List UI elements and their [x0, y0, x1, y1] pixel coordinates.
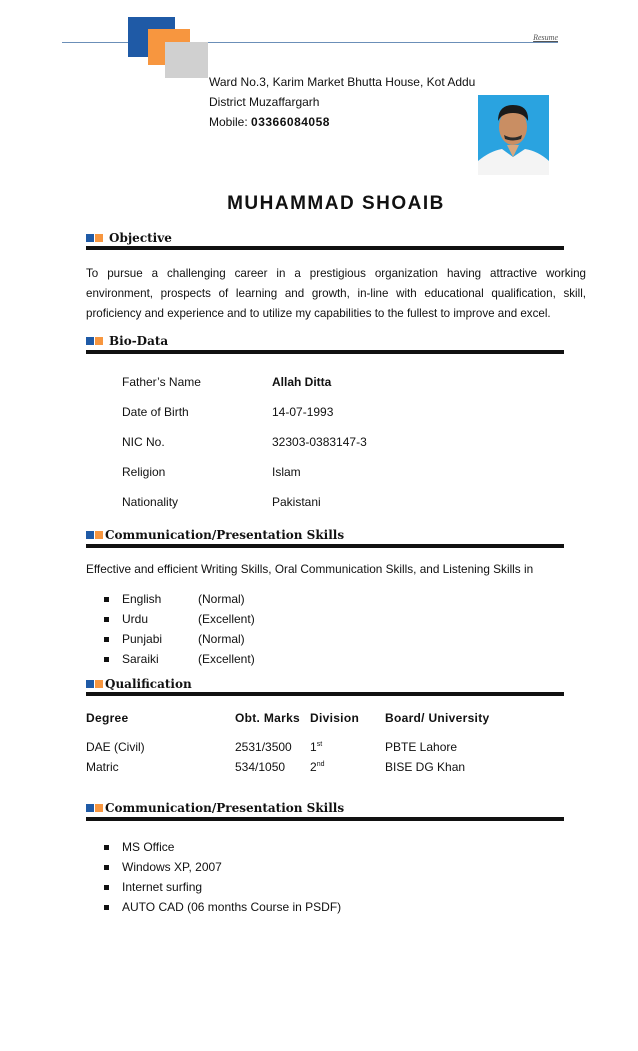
bullet-icon — [104, 885, 109, 890]
section-rule — [86, 544, 564, 548]
language-name: Saraiki — [122, 652, 159, 666]
list-item — [104, 612, 255, 626]
decor-block-gray — [165, 42, 208, 78]
skill-text: AUTO CAD (06 months Course in PSDF) — [122, 900, 342, 914]
skill-text: Windows XP, 2007 — [122, 860, 222, 874]
language-name: Urdu — [122, 612, 149, 626]
heading-square-blue-icon — [86, 531, 94, 539]
degree-cell: DAE (Civil) — [86, 740, 145, 754]
division-cell — [310, 760, 324, 774]
resume-tag: Resume — [533, 33, 558, 42]
biodata-label: NIC No. — [122, 435, 165, 449]
heading-square-blue-icon — [86, 234, 94, 242]
list-item — [104, 860, 222, 874]
degree-cell: Matric — [86, 760, 119, 774]
language-name: Punjabi — [122, 632, 163, 646]
mobile-number: 03366084058 — [251, 115, 330, 129]
marks-cell: 2531/3500 — [235, 740, 292, 754]
section-heading-computer-skills — [86, 800, 344, 816]
biodata-row — [122, 375, 332, 389]
heading-square-blue-icon — [86, 804, 94, 812]
communication-heading-text: Communication/Presentation Skills — [105, 528, 345, 542]
board-cell: PBTE Lahore — [385, 740, 458, 754]
bullet-icon — [104, 905, 109, 910]
marks-cell: 534/1050 — [235, 760, 286, 774]
language-level: (Normal) — [198, 592, 245, 606]
address-line-2: District Muzaffargarh — [209, 95, 320, 109]
section-rule — [86, 692, 564, 696]
list-item — [104, 632, 245, 646]
section-heading-communication — [86, 527, 344, 543]
biodata-label: Nationality — [122, 495, 179, 509]
objective-heading-text: Objective — [109, 231, 172, 245]
mobile-label: Mobile: — [209, 115, 248, 129]
biodata-value: Islam — [272, 465, 301, 479]
heading-square-orange-icon — [95, 337, 103, 345]
list-item — [104, 592, 245, 606]
list-item — [104, 840, 174, 854]
section-heading-objective — [86, 230, 172, 246]
computer-heading-text: Communication/Presentation Skills — [105, 801, 345, 815]
language-level: (Excellent) — [198, 652, 255, 666]
qualification-heading-text: Qualification — [105, 677, 192, 691]
heading-square-orange-icon — [95, 234, 103, 242]
biodata-row — [122, 435, 367, 449]
bullet-icon — [104, 637, 109, 642]
biodata-heading-text: Bio-Data — [109, 334, 169, 348]
bullet-icon — [104, 597, 109, 602]
board-cell: BISE DG Khan — [385, 760, 466, 774]
biodata-value: Pakistani — [272, 495, 321, 509]
communication-intro: Effective and efficient Writing Skills, Oral Communication Skills, and Listening Skills in — [86, 562, 534, 576]
bullet-icon — [104, 845, 109, 850]
biodata-row — [122, 495, 321, 509]
biodata-label: Religion — [122, 465, 166, 479]
language-name: English — [122, 592, 162, 606]
language-level: (Normal) — [198, 632, 245, 646]
candidate-name: MUHAMMAD SHOAIB — [227, 193, 445, 214]
biodata-value: 14-07-1993 — [272, 405, 334, 419]
division-value: 2 — [310, 760, 317, 774]
list-item — [104, 652, 255, 666]
bullet-icon — [104, 617, 109, 622]
language-level: (Excellent) — [198, 612, 255, 626]
list-item — [104, 900, 341, 914]
column-header-marks: Obt. Marks — [235, 711, 301, 725]
biodata-label: Date of Birth — [122, 405, 189, 419]
division-ordinal: nd — [316, 761, 325, 768]
biodata-value: Allah Ditta — [272, 375, 332, 389]
section-rule — [86, 817, 564, 821]
address-line-1: Ward No.3, Karim Market Bhutta House, Kot Addu — [209, 75, 476, 89]
heading-square-orange-icon — [95, 804, 103, 812]
biodata-row — [122, 465, 301, 479]
biodata-row — [122, 405, 334, 419]
bullet-icon — [104, 657, 109, 662]
section-heading-biodata — [86, 333, 168, 349]
skill-text: MS Office — [122, 840, 175, 854]
skill-text: Internet surfing — [122, 880, 203, 894]
biodata-value: 32303-0383147-3 — [272, 435, 367, 449]
heading-square-orange-icon — [95, 680, 103, 688]
biodata-label: Father’s Name — [122, 375, 201, 389]
section-rule — [86, 246, 564, 250]
section-rule — [86, 350, 564, 354]
division-value: 1 — [310, 740, 317, 754]
heading-square-orange-icon — [95, 531, 103, 539]
division-ordinal: st — [316, 741, 323, 748]
bullet-icon — [104, 865, 109, 870]
column-header-degree: Degree — [86, 711, 129, 725]
objective-text: To pursue a challenging career in a prestigious organization having attractive working environment, prospects of learning and growth, in-line with educational qualification, skill, proficiency and experience and to utilize my capabilities to the fullest to improve and excel. — [86, 267, 586, 320]
mobile-line — [209, 115, 330, 129]
column-header-board: Board/ University — [385, 711, 490, 725]
column-header-division: Division — [310, 711, 360, 725]
heading-square-blue-icon — [86, 337, 94, 345]
heading-square-blue-icon — [86, 680, 94, 688]
division-cell — [310, 740, 322, 754]
profile-photo — [478, 95, 549, 175]
section-heading-qualification — [86, 676, 192, 692]
list-item — [104, 880, 202, 894]
